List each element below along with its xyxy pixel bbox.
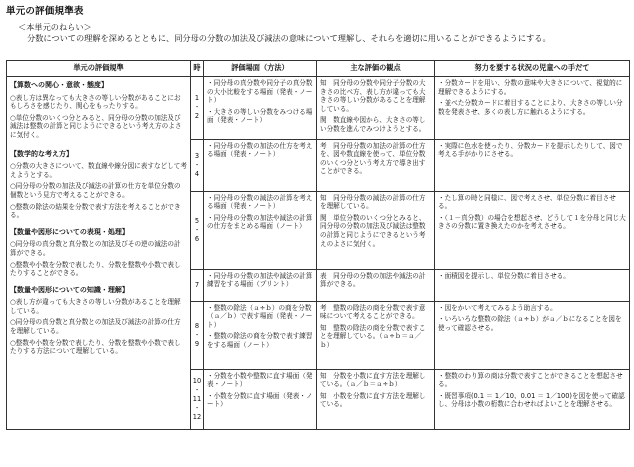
support-cell bbox=[435, 191, 630, 269]
viewpoint-cell bbox=[317, 77, 435, 140]
hour-label: 11 bbox=[192, 394, 202, 403]
hour-sep: ・ bbox=[193, 103, 201, 112]
viewpoint-item: 知 同分母分数の減法の計算の仕方を理解している。 bbox=[320, 193, 426, 211]
viewpoint-item: 関 単位分数のいくつ分とみると、同分母の分数の加法及び減法は整数の計算と同じようにできるという考えのよさに気付く。 bbox=[320, 213, 426, 248]
hour-sep: ・ bbox=[193, 403, 201, 412]
hour-label: 6 bbox=[194, 234, 200, 243]
header-row bbox=[7, 61, 630, 77]
scene-item: ・分数を小数や整数に直す場面（発表・ノート） bbox=[207, 371, 313, 389]
support-cell bbox=[435, 139, 630, 191]
standard-item: ○分数の大きさについて、数直線や線分図に表すなどして考えようとする。 bbox=[10, 162, 187, 179]
support-item: ・並べた分数カードに着目することにより、大きさの等しい分数を発表させ、多くの表し方に触れるようにする。 bbox=[438, 99, 623, 116]
scene-item: ・同分母の分数の加法の仕方を考える場面（発表・ノート） bbox=[207, 141, 313, 159]
scene-item: ・小数を分数に直す場面（発表・ノート） bbox=[207, 391, 313, 409]
table-row bbox=[7, 77, 630, 140]
aim-text: 分数についての理解を深めるとともに、同分母の分数の加法及び減法の意味について理解し、それらを適切に用いることができるようにする。 bbox=[27, 33, 551, 43]
scene-item: ・整数の除法（ａ÷ｂ）の商を分数（ａ／ｂ）で表す場面（発表・ノート） bbox=[207, 303, 313, 329]
scene-item: ・同分母の分数の減法の計算を考える場面（発表・ノート） bbox=[207, 193, 313, 211]
hour-label: 8 bbox=[194, 321, 200, 330]
viewpoint-item: 知 整数の除法の商を分数で表すことを理解している。（ａ÷ｂ＝ａ／ｂ） bbox=[320, 323, 426, 349]
hour-label: 4 bbox=[194, 169, 200, 178]
scene-item: ・同分母の真分数や同分子の真分数の大小比較をする場面（発表・ノート） bbox=[207, 79, 313, 105]
viewpoint-item: 表 同分母の分数の加法や減法の計算ができる。 bbox=[320, 271, 426, 289]
viewpoint-item: 考 同分母分数の加法の計算の仕方を、図や数直線を使って、単位分数のいくつ分という考え方で導き出すことができる。 bbox=[320, 141, 426, 176]
standard-item: ○整数の除法の結果を分数で表す方法を考えることができる。 bbox=[10, 202, 181, 220]
scene-item: ・同分母の分数の加法や減法の計算練習をする場面（プリント） bbox=[207, 271, 313, 289]
standard-item: ○表し方が違っても大きさの等しい分数があることを理解している。 bbox=[10, 298, 181, 315]
viewpoint-item: 知 小数を分数に直す方法を理解している。 bbox=[320, 391, 426, 409]
scene-item: ・同分母の分数の加法や減法の計算の仕方をまとめる場面（ノート） bbox=[207, 213, 313, 231]
hour-label: 7 bbox=[194, 280, 200, 289]
hour-label: 5 bbox=[194, 216, 200, 225]
support-item: ・分数カードを用い、分数の意味や大きさについて、視覚的に理解できるようにする。 bbox=[438, 79, 623, 96]
scene-cell bbox=[204, 77, 317, 140]
hour-sep: ・ bbox=[193, 385, 201, 394]
hours-cell bbox=[191, 77, 204, 140]
support-cell bbox=[435, 369, 630, 429]
viewpoint-cell bbox=[317, 139, 435, 191]
standard-heading: 【数学的な考え方】 bbox=[10, 149, 73, 158]
standard-heading: 【算数への関心・意欲・態度】 bbox=[10, 81, 108, 89]
header-scene: 評価場面（方法） bbox=[204, 61, 317, 77]
scene-item: ・整数の除法の商を分数で表す練習をする場面（ノート） bbox=[207, 332, 313, 349]
evaluation-table bbox=[6, 60, 630, 430]
page-title: 単元の評価規準表 bbox=[6, 6, 84, 17]
scene-cell bbox=[204, 369, 317, 429]
support-item: ・既習事項(0.1 ＝ 1／10、0.01 ＝ 1／100)を図を使って確認し、分母は小数の桁数に合わせればよいことを理解させる。 bbox=[438, 391, 625, 409]
standard-item: ○単位分数のいくつ分とみると、同分母の分数の加法及び減法は整数の計算と同じようにできるという考え方のよさに気付く。 bbox=[10, 113, 182, 139]
support-item: ・面積図を提示し、単位分数に着目させる。 bbox=[438, 271, 570, 280]
viewpoint-item: 知 分数を小数に直す方法を理解している。（ａ／ｂ＝ａ÷ｂ） bbox=[320, 371, 426, 389]
viewpoint-cell bbox=[317, 269, 435, 301]
standard-heading: 【数量や図形についての知識・理解】 bbox=[10, 285, 129, 294]
hour-label: 12 bbox=[192, 412, 202, 421]
support-cell bbox=[435, 301, 630, 369]
scene-item: ・大きさの等しい分数をみつける場面（発表・ノート） bbox=[207, 107, 313, 125]
support-item: ・実際に色水を使ったり、分数カードを提示したりして、図で考える手がかりにさせる。 bbox=[438, 141, 623, 159]
scene-cell bbox=[204, 139, 317, 191]
standard-item: ○同分母の真分数と真分数との加法及びその逆の減法の計算ができる。 bbox=[10, 240, 181, 257]
hours-cell bbox=[191, 191, 204, 269]
support-item: ・いろいろな整数の除法（ａ÷ｂ）がａ／ｂになることを図を使って確認させる。 bbox=[438, 315, 622, 332]
hour-label: 3 bbox=[194, 151, 200, 160]
hours-cell bbox=[191, 301, 204, 369]
hour-sep: ・ bbox=[193, 160, 201, 169]
viewpoint-cell bbox=[317, 301, 435, 369]
standard-item: ○同分母の真分数と真分数との加法及び減法の計算の仕方を理解している。 bbox=[10, 318, 181, 336]
standard-item: ○整数や小数を分数で表したり、分数を整数や小数で表したりすることができる。 bbox=[10, 260, 181, 278]
hour-label: 10 bbox=[192, 376, 202, 385]
support-cell bbox=[435, 269, 630, 301]
standard-heading: 【数量や図形についての表現・処理】 bbox=[10, 227, 129, 236]
viewpoint-cell bbox=[317, 369, 435, 429]
standard-item: ○表し方は異なっても大きさの等しい分数があることにおもしろさを感じたり、関心をもったりする。 bbox=[10, 93, 181, 111]
viewpoint-item: 関 数直線や図から、大きさの等しい分数を進んでみつけようとする。 bbox=[320, 116, 426, 133]
scene-cell bbox=[204, 301, 317, 369]
viewpoint-cell bbox=[317, 191, 435, 269]
hours-cell bbox=[191, 269, 204, 301]
support-item: ・整数のわり算の商は分数で表すことができることを想起させる。 bbox=[438, 371, 623, 389]
hour-label: 1 bbox=[194, 94, 200, 103]
header-support: 努力を要する状況の児童への手だて bbox=[435, 61, 630, 77]
hour-label: 2 bbox=[194, 112, 200, 121]
header-hours: 時 bbox=[191, 61, 204, 77]
scene-cell bbox=[204, 269, 317, 301]
hour-label: 9 bbox=[194, 339, 200, 348]
standard-item: ○同分母の分数の加法及び減法の計算の仕方を単位分数の個数という見方で考えることができる。 bbox=[10, 182, 181, 199]
hours-cell bbox=[191, 369, 204, 429]
viewpoint-item: 知 同分母の分数や同分子分数の大きさの比べ方、表し方が違っても大きさの等しい分数があることを理解している。 bbox=[320, 79, 426, 113]
support-cell bbox=[435, 77, 630, 140]
standard-item: ○整数や小数を分数で表したり、分数を整数や小数で表したりする方法について理解している。 bbox=[10, 338, 181, 356]
viewpoint-item: 考 整数の除法の商を分数で表す意味について考えることができる。 bbox=[320, 303, 426, 321]
hour-sep: ・ bbox=[193, 330, 201, 339]
support-item: ・（１－真分数）の場合を想起させ、どうして１を分母と同じ大きさの分数に置き換えたのかを考えさせる。 bbox=[438, 213, 626, 231]
hours-cell bbox=[191, 139, 204, 191]
header-standard: 単元の評価規準 bbox=[7, 61, 191, 77]
support-item: ・たし算の時と同様に、図で考えさせ、単位分数に着目させる。 bbox=[438, 193, 616, 211]
hour-sep: ・ bbox=[193, 225, 201, 234]
support-item: ・図をかいて考えてみるよう助言する。 bbox=[438, 303, 557, 312]
header-viewpoint: 主な評価の観点 bbox=[317, 61, 435, 77]
standards-cell bbox=[7, 77, 191, 430]
aim-header: ＜本単元のねらい＞ bbox=[18, 22, 92, 32]
scene-cell bbox=[204, 191, 317, 269]
